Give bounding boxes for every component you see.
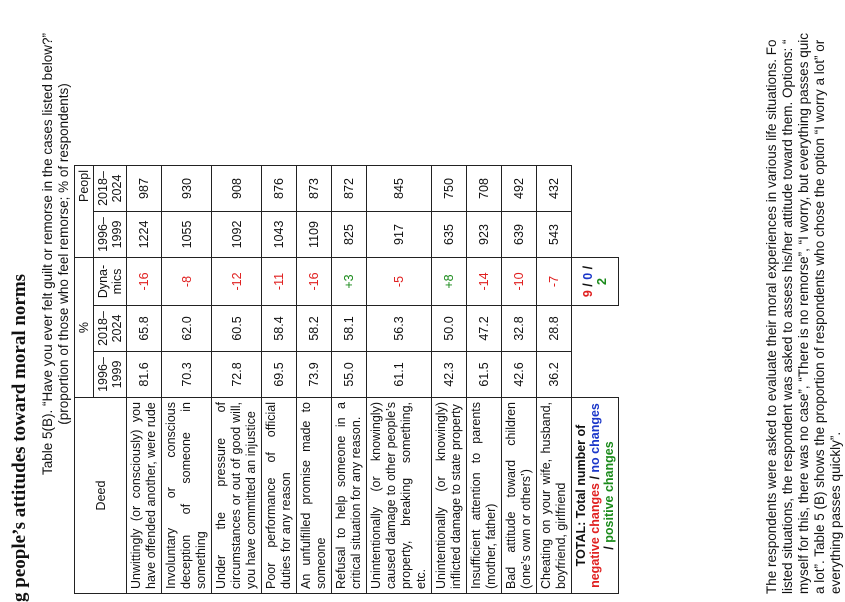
percent-2018-2024-cell: 58.4 — [262, 306, 297, 352]
people-2018-2024-cell: 876 — [262, 166, 297, 212]
header-deed: Deed — [75, 398, 127, 594]
people-1996-1999-cell: 917 — [367, 212, 432, 258]
people-2018-2024-cell: 872 — [332, 166, 367, 212]
header-people: Peopl — [75, 166, 94, 258]
deed-cell: Unwittingly (or consciously) you have offended another, were rude — [127, 398, 162, 594]
people-1996-1999-cell: 1224 — [127, 212, 162, 258]
table-row — [537, 166, 572, 594]
people-2018-2024-cell: 987 — [127, 166, 162, 212]
caption-line-2: (proportion of those who feel remorse; % of respondents) — [56, 83, 71, 425]
percent-1996-1999-cell: 61.1 — [367, 352, 432, 398]
dynamics-cell: +3 — [332, 258, 367, 306]
people-1996-1999-cell: 923 — [467, 212, 502, 258]
percent-1996-1999-cell: 81.6 — [127, 352, 162, 398]
people-2018-2024-cell: 873 — [297, 166, 332, 212]
footnote — [764, 0, 844, 594]
people-1996-1999-cell: 639 — [502, 212, 537, 258]
table-row — [432, 166, 467, 594]
people-1996-1999-cell: 825 — [332, 212, 367, 258]
footnote-line-2: listed situations, the respondent was asked to assess his/her attitude toward them. Options: “ — [780, 39, 795, 594]
total-slash-2: / — [581, 265, 595, 273]
total-prefix: TOTAL: Total number of — [574, 424, 588, 567]
total-neg-label: negative changes — [588, 483, 602, 588]
total-counts — [572, 258, 619, 306]
deed-cell: Involuntary or conscious deception of someone in something — [162, 398, 212, 594]
table-container — [74, 0, 619, 594]
people-1996-1999-cell: 1055 — [162, 212, 212, 258]
caption-line-1: Table 5(B). “Have you ever felt guilt or remorse in the cases listed below?” — [40, 33, 55, 475]
total-zero-count: 0 — [581, 272, 595, 280]
dynamics-cell: -16 — [127, 258, 162, 306]
people-2018-2024-cell: 908 — [212, 166, 262, 212]
percent-1996-1999-cell: 61.5 — [467, 352, 502, 398]
percent-1996-1999-cell: 42.3 — [432, 352, 467, 398]
people-1996-1999-cell: 635 — [432, 212, 467, 258]
footnote-line-3: myself for this, there was no case”, “There is no remorse”, “I worry, but everything passes quic — [796, 33, 811, 594]
deed-cell: Unintentionally (or knowingly) inflicted damage to state property — [432, 398, 467, 594]
table-row — [332, 166, 367, 594]
footnote-line-4: a lot”. Table 5 (B) shows the proportion of respondents who chose the option “I worry a lot” or — [812, 39, 827, 594]
percent-2018-2024-cell: 28.8 — [537, 306, 572, 352]
percent-2018-2024-cell: 60.5 — [212, 306, 262, 352]
footnote-line-5: everything passes quickly”. — [828, 431, 843, 594]
remorse-table — [74, 165, 619, 594]
dynamics-cell: -14 — [467, 258, 502, 306]
table-row — [212, 166, 262, 594]
percent-1996-1999-cell: 42.6 — [502, 352, 537, 398]
percent-2018-2024-cell: 65.8 — [127, 306, 162, 352]
dynamics-cell: -7 — [537, 258, 572, 306]
table-body — [127, 166, 572, 594]
total-pos-count: 2 — [595, 278, 609, 285]
deed-cell: Cheating on your wife, husband, boyfriend, girlfriend — [537, 398, 572, 594]
percent-2018-2024-cell: 47.2 — [467, 306, 502, 352]
percent-1996-1999-cell: 36.2 — [537, 352, 572, 398]
deed-cell: Unintentionally (or knowingly) caused damage to other people’s property, breaking something, etc. — [367, 398, 432, 594]
percent-1996-1999-cell: 69.5 — [262, 352, 297, 398]
deed-cell: Insufficient attention to parents (mother, father) — [467, 398, 502, 594]
percent-1996-1999-cell: 55.0 — [332, 352, 367, 398]
percent-2018-2024-cell: 62.0 — [162, 306, 212, 352]
people-1996-1999-cell: 1109 — [297, 212, 332, 258]
header-percent: % — [75, 258, 94, 398]
percent-2018-2024-cell: 56.3 — [367, 306, 432, 352]
people-2018-2024-cell: 492 — [502, 166, 537, 212]
header-1996-1999: 1996– 1999 — [94, 352, 127, 398]
header-dynamics: Dyna- mics — [94, 258, 127, 306]
dynamics-cell: -11 — [262, 258, 297, 306]
section-heading: g people’s attitudes toward moral norms — [9, 273, 30, 602]
people-2018-2024-cell: 930 — [162, 166, 212, 212]
people-2018-2024-cell: 432 — [537, 166, 572, 212]
people-1996-1999-cell: 543 — [537, 212, 572, 258]
deed-cell: Under the pressure of circumstances or out of good will, you have committed an injustice — [212, 398, 262, 594]
table-row — [367, 166, 432, 594]
table-row — [262, 166, 297, 594]
total-label — [572, 398, 619, 594]
header-2018-2024: 2018– 2024 — [94, 306, 127, 352]
deed-cell: Poor performance of official duties for any reason — [262, 398, 297, 594]
dynamics-cell: +8 — [432, 258, 467, 306]
percent-2018-2024-cell: 32.8 — [502, 306, 537, 352]
people-1996-1999-cell: 1092 — [212, 212, 262, 258]
total-row — [572, 166, 619, 594]
percent-1996-1999-cell: 73.9 — [297, 352, 332, 398]
table-row — [162, 166, 212, 594]
percent-2018-2024-cell: 58.2 — [297, 306, 332, 352]
total-neg-count: 9 — [581, 290, 595, 298]
total-pos-label: positive changes — [602, 441, 616, 543]
table-row — [467, 166, 502, 594]
header-people-2018-2024: 2018– 2024 — [94, 166, 127, 212]
people-1996-1999-cell: 1043 — [262, 212, 297, 258]
table-caption — [40, 0, 72, 534]
table-row — [297, 166, 332, 594]
dynamics-cell: -5 — [367, 258, 432, 306]
total-slash-1: / — [581, 279, 595, 291]
deed-cell: An unfulfilled promise made to someone — [297, 398, 332, 594]
deed-cell: Refusal to help someone in a critical situation for any reason. — [332, 398, 367, 594]
people-2018-2024-cell: 708 — [467, 166, 502, 212]
dynamics-cell: -16 — [297, 258, 332, 306]
table-row — [127, 166, 162, 594]
table-row — [502, 166, 537, 594]
percent-1996-1999-cell: 72.8 — [212, 352, 262, 398]
header-people-1996-1999: 1996– 1999 — [94, 212, 127, 258]
dynamics-cell: -8 — [162, 258, 212, 306]
percent-2018-2024-cell: 58.1 — [332, 306, 367, 352]
total-zero-label: no changes — [588, 403, 602, 473]
header-row-1 — [75, 166, 94, 594]
total-sep-1: / — [588, 472, 602, 483]
percent-1996-1999-cell: 70.3 — [162, 352, 212, 398]
deed-cell: Bad attitude toward children (one’s own or others’) — [502, 398, 537, 594]
percent-2018-2024-cell: 50.0 — [432, 306, 467, 352]
dynamics-cell: -10 — [502, 258, 537, 306]
footnote-line-1: The respondents were asked to evaluate their moral experiences in various life situations. Fo — [764, 39, 779, 594]
dynamics-cell: -12 — [212, 258, 262, 306]
people-2018-2024-cell: 750 — [432, 166, 467, 212]
people-2018-2024-cell: 845 — [367, 166, 432, 212]
total-sep-2: / — [602, 542, 616, 550]
